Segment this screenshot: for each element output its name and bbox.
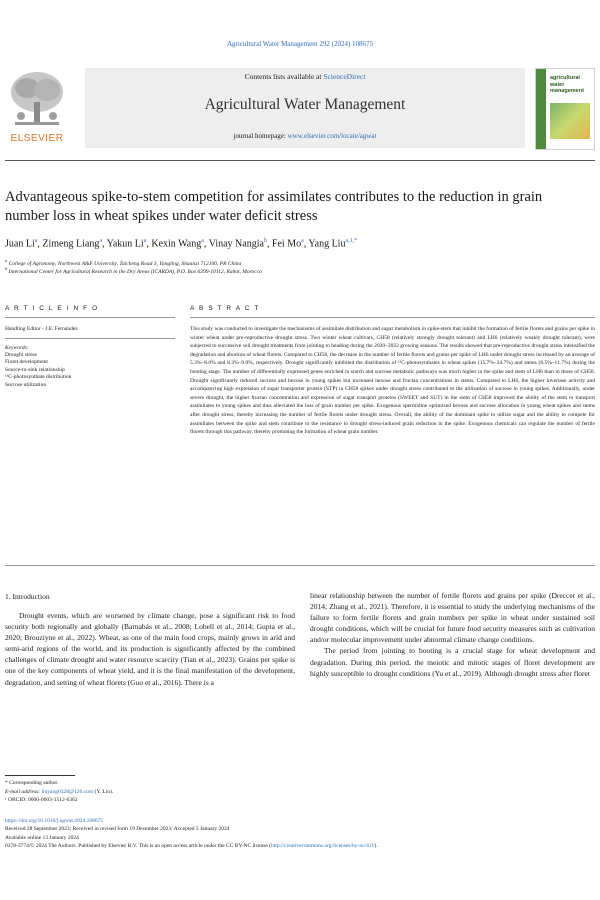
article-info-rule xyxy=(5,317,175,318)
author[interactable]: Juan Li xyxy=(5,238,35,250)
homepage-link[interactable]: www.elsevier.com/locate/agwat xyxy=(287,132,377,140)
abstract-text: This study was conducted to investigate the mechanisms of assimilate distribution and sugar metabolism in spike-stem that inhibit the formation of fertile florets and grains per spike in winter wheat under pre-reproductive drought stress. Two winter wheat cultivars, CH58 (relatively strongly drought tolerant) and LH6 (relatively weakly drought tolerant), were subjected to successive soil drought treatments from jointing to heading during the 2020–2022 growing seasons. The results showed that pre-reproductive drought stress intensified the degradation and abortion of wheat florets. Compared to CH58, the decrease in the number of fertile florets and grains per spike of LH6 under drought stress increased by an average of 5.3%–8.0% and 8.3%–9.0%, respectively. Drought significantly inhibited the distribution of ¹³C-photosynthates in wheat spikes (15.7%–24.7%) and stems (8.5%–11.7%) during the booting stage. The number of differentially expressed genes enriched in starch and sucrose metabolic pathways was much higher in the spike and stem of LH6 than in those of CH58. Drought significantly reduced sucrose and hexose in young spikes but increased hexose and fructan concentrations in stems. Compared to LH6, the higher invertase activity and accompanying high expression of sugar transporter protein (STP) in CH58 spikes under drought stress contributed to the utilization of sucrose in young spikes. Additionally, under severe drought, the higher fructan concentration and expression of sugar transport proteins (SWEET and SUT) in the stem of CH58 improved the ability of the stem to transport assimilates to young spikes and thus alleviated the loss of grain number per spike. Exogenous spermidine optimized hexose and sucrose allocation in young wheat spikes and stems after drought stress, thereby increasing the number of fertile florets under drought stress. Overall, the ability of the dominant spike to utilize sugar and the ability to compete for assimilates between the spike and stem contribute to the resistance to drought stress-induced grain reduction in the spike. Exogenous chemicals can regulate the number of fertile florets through this pathway, thereby promoting the formation of wheat grain number. xyxy=(190,326,595,436)
available-online: Available online 13 January 2024 xyxy=(5,834,79,841)
journal-cover-thumbnail[interactable] xyxy=(535,68,595,150)
author[interactable]: Fei Mo xyxy=(271,238,302,250)
keyword: Source-to-sink relationship xyxy=(5,366,65,373)
cover-band xyxy=(536,69,546,149)
author-list: Juan Li$^a$, Zimeng Liang$^a$, Yakun Li$^a$, Kexin Wang$^a$, Vinay Nangia$^b$, Fei Mo$^a$, Yang Liu$^{a,1,*}$ xyxy=(5,238,358,250)
footnotes xyxy=(5,779,305,805)
author[interactable]: Yang Liu xyxy=(308,238,346,250)
editor-rule xyxy=(5,338,175,339)
affiliation-text: College of Agronomy, Northwest A&F University, Taicheng Road 3, Yangling, Shaanxi 712100, PR China xyxy=(8,260,242,267)
keyword: Sucrose utilization xyxy=(5,381,47,388)
author-affiliation-marker[interactable]: b xyxy=(263,238,267,244)
keyword: Drought stress xyxy=(5,352,37,358)
license-suffix: ). xyxy=(374,842,378,849)
license-link[interactable]: http://creativecommons.org/licenses/by-nc/4.0/ xyxy=(271,842,375,849)
introduction-right-column xyxy=(310,590,595,679)
abstract-heading: A B S T R A C T xyxy=(190,305,260,312)
author[interactable]: Zimeng Liang xyxy=(42,238,100,250)
paragraph: linear relationship between the number of fertile florets and grains per spike (Dreccer et al., 2014; Zhang et al., 2021). Therefore, it is essential to study the underlying mechanisms of the failure to form fertile florets and grain numbers per spike in wheat under sustained soil drought conditions, which will be crucial for future food security measures such as cultivation and/or molecular improvement under abnormal climate change conditions. xyxy=(310,591,595,645)
author[interactable]: Vinay Nangia xyxy=(208,238,264,250)
journal-title: Agricultural Water Management xyxy=(204,96,406,113)
email-link[interactable]: liuyang0328@126.com xyxy=(41,788,94,795)
paragraph: The period from jointing to booting is a crucial stage for wheat development and degradation. During this period, the meiotic and mitotic stages of floret development are highly susceptible to drought conditions (Yu et al., 2019). Although drought stress after floret xyxy=(310,646,595,678)
homepage-prefix: journal homepage: xyxy=(233,132,288,140)
author-affiliation-marker[interactable]: a xyxy=(99,238,102,244)
masthead-band xyxy=(85,68,525,148)
paragraph: Drought events, which are worsened by climate change, pose a significant risk to food security both regionally and globally (Barnabás et al., 2008; Lobell et al., 2014; Gupta et al., 2020; Brouziyne et al., 2022). Wheat, as one of the main food crops, mainly grows in arid and semi-arid regions of the world, and its production is significantly affected by the combined challenges of climate drought and water resource scarcity (Tian et al., 2023). Grains per spike is one of the key components of wheat yield, and it is the final manifestation of the development, degradation, and setting of wheat florets (Guo et al., 2016). There is a xyxy=(5,611,295,687)
handling-editor: Handling Editor - J.E. Fernández xyxy=(5,326,78,332)
doi-link[interactable]: https://doi.org/10.1016/j.agwat.2024.108675 xyxy=(5,818,104,824)
introduction-heading: 1. Introduction xyxy=(5,592,50,601)
cover-image xyxy=(550,103,590,139)
author-affiliation-marker[interactable]: a xyxy=(301,238,304,244)
author-affiliation-marker[interactable]: a,1,* xyxy=(345,238,358,244)
email-note xyxy=(5,788,305,797)
journal-reference[interactable]: Agricultural Water Management 292 (2024) 108675 xyxy=(226,40,374,48)
email-suffix: (Y. Liu). xyxy=(93,788,114,795)
author[interactable]: Kexin Wang xyxy=(151,238,202,250)
masthead xyxy=(5,68,595,152)
author-affiliation-marker[interactable]: a xyxy=(201,238,204,244)
corresponding-author-note: * Corresponding author. xyxy=(5,780,59,786)
abstract-rule xyxy=(190,317,595,318)
affiliation-marker: b xyxy=(5,266,8,271)
article-info-heading: A R T I C L E I N F O xyxy=(5,305,99,312)
license-prefix: 0378-3774/© 2024 The Authors. Published by Elsevier B.V. This is an open access article under the CC BY-NC license ( xyxy=(5,842,272,849)
keywords-heading: Keywords: xyxy=(5,345,29,351)
cover-title: agricultural water management xyxy=(550,75,584,94)
masthead-divider xyxy=(5,160,595,161)
keyword: Floret development xyxy=(5,359,48,366)
received-dates: Received 28 September 2023; Received in revised form 19 December 2023; Accepted 5 January 2024 xyxy=(5,826,230,833)
introduction-left-column xyxy=(5,610,295,688)
keyword: ¹³C-photosynthate distribution xyxy=(5,374,72,381)
affiliation-b xyxy=(5,266,595,275)
author-affiliation-marker[interactable]: a xyxy=(34,238,38,244)
affiliation-marker: a xyxy=(5,258,8,263)
author-affiliation-marker[interactable]: a xyxy=(143,238,147,244)
sciencedirect-link[interactable]: ScienceDirect xyxy=(323,72,366,81)
article-title: Advantageous spike-to-stem competition for assimilates contributes to the reduction in grain number loss in wheat spikes under water deficit stress xyxy=(5,189,543,224)
orcid-note: ¹ ORCID: 0000-0003-1512-6362 xyxy=(5,797,78,803)
keyword-list xyxy=(5,352,71,389)
affiliation-text: International Center for Agricultural Research in the Dry Areas (ICARDA), P.O. Box 6299-10112, Rabat, Morocco xyxy=(8,268,262,275)
license-line xyxy=(5,842,595,850)
email-label: E-mail address: xyxy=(5,788,42,795)
contents-line xyxy=(85,72,525,81)
homepage-line xyxy=(85,132,525,140)
publisher-wordmark: ELSEVIER xyxy=(10,133,64,144)
footnote-rule xyxy=(5,775,75,776)
publication-info xyxy=(5,817,595,850)
contents-prefix: Contents lists available at xyxy=(244,72,324,81)
abstract-end-rule xyxy=(5,565,595,566)
author[interactable]: Yakun Li xyxy=(106,238,144,250)
